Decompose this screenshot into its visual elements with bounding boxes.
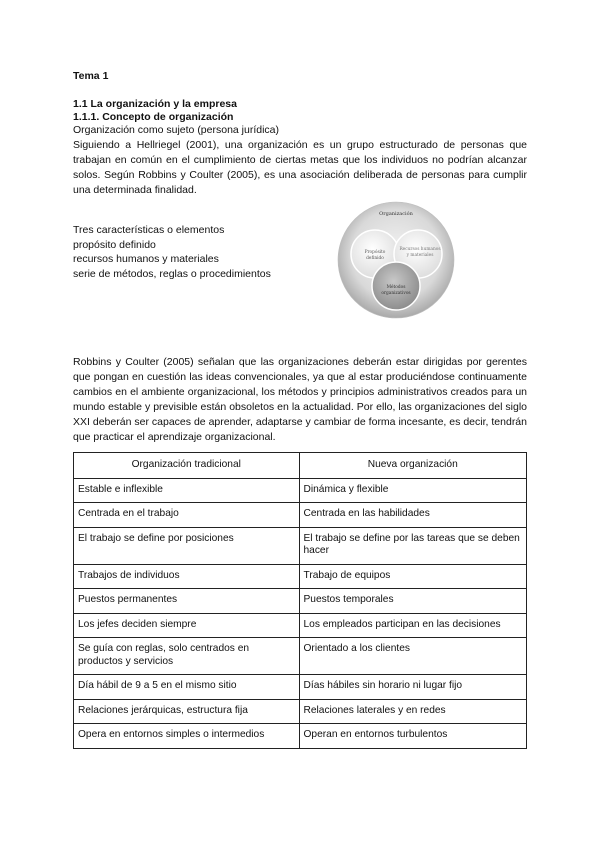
characteristic-item: propósito definido: [73, 238, 156, 251]
table-cell: Operan en entornos turbulentos: [299, 724, 527, 749]
table-cell: Días hábiles sin horario ni lugar fijo: [299, 675, 527, 700]
table-cell: Puestos temporales: [299, 589, 527, 614]
table-header: Nueva organización: [299, 453, 527, 479]
table-cell: Dinámica y flexible: [299, 478, 527, 503]
table-cell: Centrada en el trabajo: [74, 503, 300, 528]
table-cell: Centrada en las habilidades: [299, 503, 527, 528]
topic-title: Tema 1: [73, 70, 109, 82]
characteristics-heading: Tres características o elementos: [73, 224, 225, 236]
organization-venn-diagram: [329, 200, 464, 320]
table-header-row: [74, 453, 527, 479]
diagram-bottom-label-2: organizativos: [381, 291, 411, 296]
table-row: [74, 527, 527, 564]
table-cell: Relaciones jerárquicas, estructura fija: [74, 699, 300, 724]
table-cell: Puestos permanentes: [74, 589, 300, 614]
characteristic-item: serie de métodos, reglas o procedimientos: [73, 267, 271, 280]
table-cell: Estable e inflexible: [74, 478, 300, 503]
table-row: [74, 724, 527, 749]
paragraph-robbins-coulter: Robbins y Coulter (2005) señalan que las organizaciones deberán estar dirigidas por gerentes que pongan en cuestión las ideas convencionales, ya que al estar produciéndose continuamente cambios en el ambiente organizacional, los métodos y principios administrativos creados para un mundo estable y previsible están obsoletos en la actualidad. Por ello, las organizaciones del siglo XXI deberán ser capaces de aprender, adaptarse y cambiar de forma incesante, es decir, tendrán que practicar el aprendizaje organizacional.: [73, 356, 527, 443]
characteristics-list: [73, 223, 271, 281]
table-row: [74, 564, 527, 589]
table-cell: El trabajo se define por las tareas que se deben hacer: [299, 527, 527, 564]
diagram-right-label-2: y materiales: [406, 253, 434, 258]
paragraph-definition: Siguiendo a Hellriegel (2001), una organización es un grupo estructurado de personas que trabajan en común en el cumplimiento de ciertas metas que los individuos no podrían alcanzar solos. Según Robbins y Coulter (2005), es una asociación deliberada de personas para cumplir una determinada finalidad.: [73, 139, 527, 196]
table-cell: Día hábil de 9 a 5 en el mismo sitio: [74, 675, 300, 700]
diagram-bottom-label-1: Métodos: [386, 285, 406, 290]
intro-line: Organización como sujeto (persona jurídica): [73, 124, 280, 136]
subsection-heading: 1.1.1. Concepto de organización: [73, 111, 234, 123]
table-cell: El trabajo se define por posiciones: [74, 527, 300, 564]
table-row: [74, 613, 527, 638]
table-header: Organización tradicional: [74, 453, 300, 479]
table-row: [74, 589, 527, 614]
table-cell: Se guía con reglas, solo centrados en productos y servicios: [74, 638, 300, 675]
diagram-left-label-1: Propósito: [364, 250, 386, 255]
table-cell: Los jefes deciden siempre: [74, 613, 300, 638]
table-row: [74, 675, 527, 700]
diagram-right-label-1: Recursos humanos: [399, 247, 441, 252]
section-heading: 1.1 La organización y la empresa: [73, 98, 237, 110]
table-cell: Relaciones laterales y en redes: [299, 699, 527, 724]
table-cell: Trabajos de individuos: [74, 564, 300, 589]
characteristics-block: [73, 200, 527, 322]
table-cell: Trabajo de equipos: [299, 564, 527, 589]
diagram-left-label-2: definido: [366, 256, 384, 261]
comparison-table: [73, 452, 527, 749]
table-row: [74, 478, 527, 503]
characteristic-item: recursos humanos y materiales: [73, 253, 219, 266]
table-row: [74, 699, 527, 724]
diagram-title: Organización: [379, 211, 413, 217]
document-page: [73, 70, 527, 445]
table-cell: Orientado a los clientes: [299, 638, 527, 675]
table-row: [74, 503, 527, 528]
table-cell: Los empleados participan en las decisiones: [299, 613, 527, 638]
table-cell: Opera en entornos simples o intermedios: [74, 724, 300, 749]
table-row: [74, 638, 527, 675]
